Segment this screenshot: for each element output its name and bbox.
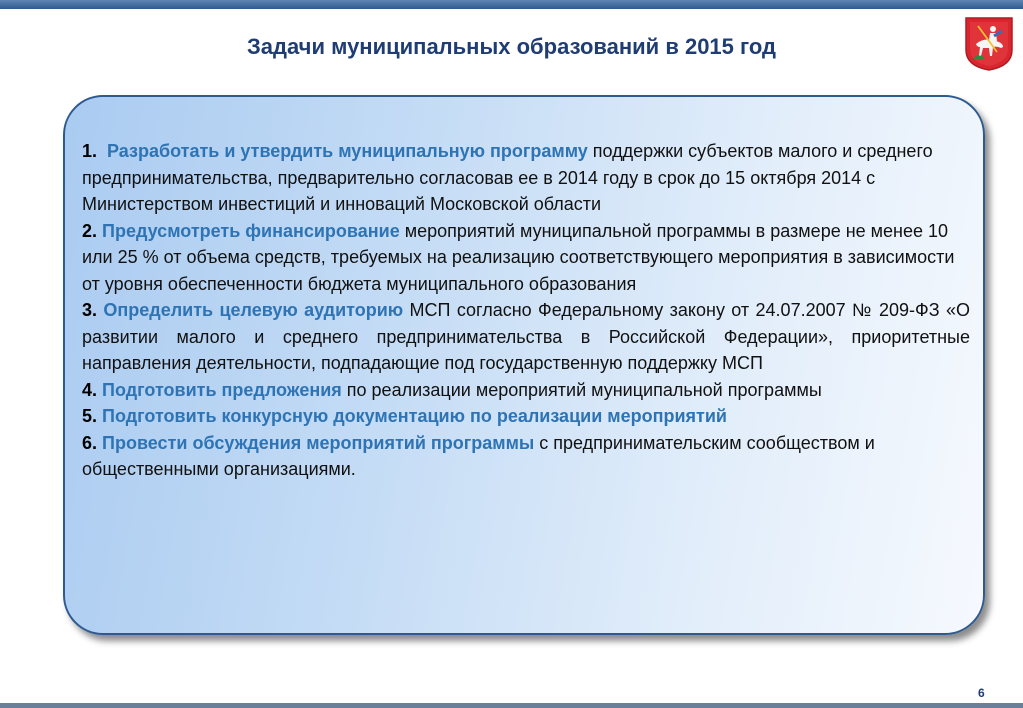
task-highlight: Определить целевую аудиторию bbox=[103, 300, 404, 320]
task-item-3 bbox=[82, 297, 970, 377]
task-text: с предпринимательским сообществом и общественными организациями. bbox=[82, 432, 875, 479]
task-highlight: Подготовить конкурсную документацию по реализации мероприятий bbox=[102, 406, 727, 426]
moscow-oblast-coat-of-arms-icon bbox=[962, 14, 1016, 72]
tasks-list bbox=[82, 138, 970, 483]
task-text: по реализации мероприятий муниципальной программы bbox=[341, 379, 822, 400]
task-text: мероприятий муниципальной программы в размере не менее 10 или 25 % от объема средств, требуемых на реализацию соответствующего мероприятия в зависимости от уровня обеспеченности бюджета муниципального образования bbox=[82, 220, 955, 294]
top-bar bbox=[0, 0, 1023, 9]
task-number: 3. bbox=[82, 300, 98, 320]
page-number: 6 bbox=[978, 686, 985, 700]
task-number: 4. bbox=[82, 379, 98, 400]
bottom-bar bbox=[0, 703, 1023, 708]
task-number: 2. bbox=[82, 220, 98, 241]
task-text: МСП согласно Федеральному закону от 24.07.2007 № 209-ФЗ «О развитии малого и среднего предпринимательства в Российской Федерации», приоритетные направления деятельности, подпадающие под государственную поддержку МСП bbox=[82, 300, 970, 373]
task-highlight: Провести обсуждения мероприятий программы bbox=[102, 432, 535, 453]
task-item-4 bbox=[82, 377, 970, 404]
task-item-6 bbox=[82, 430, 970, 483]
task-highlight: Предусмотреть финансирование bbox=[102, 220, 400, 241]
task-number: 6. bbox=[82, 432, 98, 453]
slide-title: Задачи муниципальных образований в 2015 год bbox=[247, 34, 776, 59]
task-number: 5. bbox=[82, 406, 98, 426]
task-item-1 bbox=[82, 138, 970, 218]
task-item-5 bbox=[82, 403, 970, 430]
task-number: 1. bbox=[82, 141, 98, 161]
task-item-2 bbox=[82, 218, 970, 298]
task-text: поддержки субъектов малого и среднего предпринимательства, предварительно согласовав ее в 2014 году в срок до 15 октября 2014 с Министерством инвестиций и инноваций Московской области bbox=[82, 141, 933, 214]
task-highlight: Подготовить предложения bbox=[102, 379, 342, 400]
task-highlight: Разработать и утвердить муниципальную программу bbox=[107, 141, 588, 161]
